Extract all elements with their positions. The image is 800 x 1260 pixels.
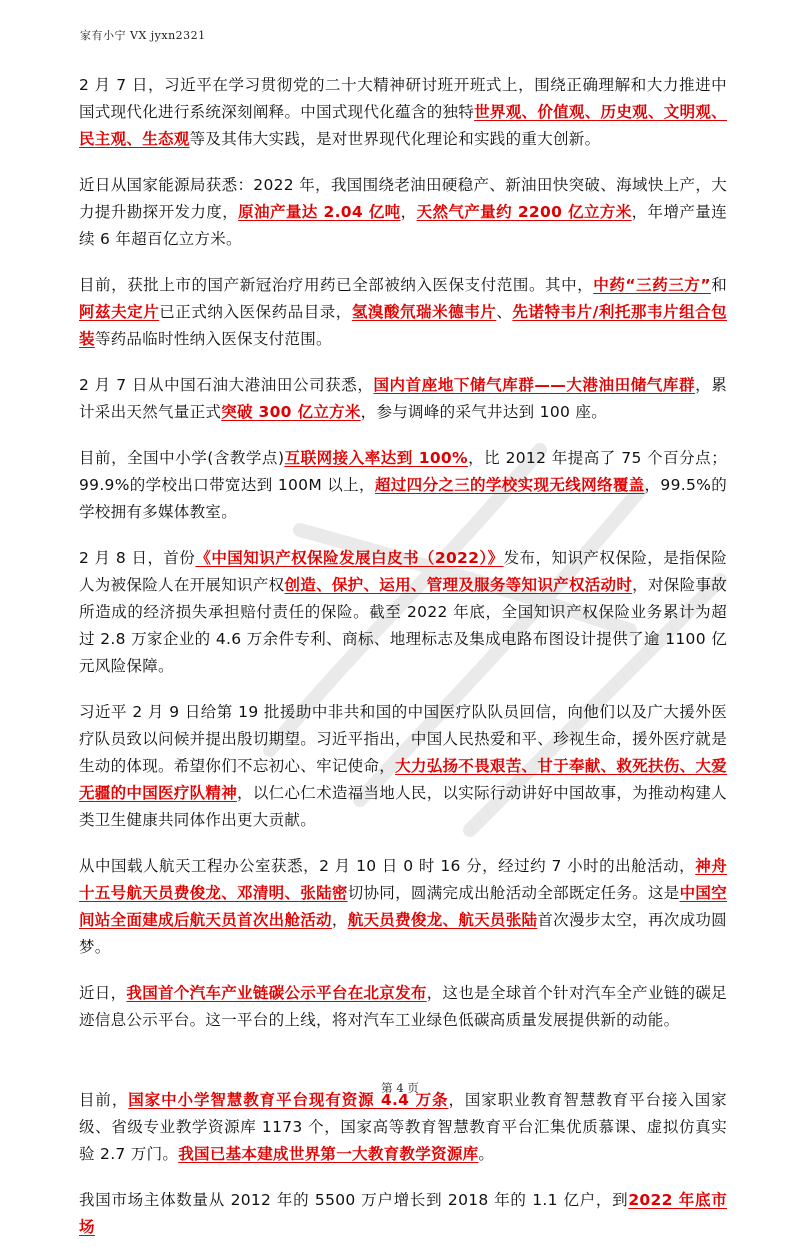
body-text: 。: [478, 1145, 495, 1163]
highlighted-text: 原油产量达 2.04 亿吨: [238, 203, 401, 221]
highlighted-text: 先诺特韦片/利托那韦片组合包装: [79, 303, 727, 348]
body-text: 目前，: [79, 1091, 129, 1109]
highlighted-text: 创造、保护、运用、管理及服务等知识产权活动时: [284, 576, 633, 594]
body-text: ，参与调峰的采气井达到 100 座。: [360, 403, 607, 421]
body-text: ，99.5%的学校拥有多媒体教室。: [79, 476, 728, 521]
paragraph-energy-output: [79, 172, 727, 253]
paragraph-spacewalk: [79, 853, 727, 961]
highlighted-text: 2022 年底市场: [79, 1191, 728, 1236]
highlighted-text: 氢溴酸氘瑞米德韦片: [351, 303, 497, 321]
paragraph-school-internet: [79, 445, 727, 526]
highlighted-text: 天然气产量约 2200 亿立方米: [416, 203, 632, 221]
paragraph-auto-carbon-platform: [79, 980, 727, 1034]
highlighted-text: 中药“三药三方”: [593, 276, 711, 294]
body-text: ，以仁心仁术造福当地人民，以实际行动讲好中国故事，为推动构建人类卫生健康共同体作出更大贡献。: [79, 784, 727, 829]
body-text: ，: [400, 203, 417, 221]
body-text: ，这也是全球首个针对汽车全产业链的碳足迹信息公示平台。这一平台的上线，将对汽车工业绿色低碳高质量发展提供新的动能。: [79, 984, 728, 1029]
body-text: ，对保险事故所造成的经济损失承担赔付责任的保险。截至 2022 年底，全国知识产权保险业务累计为超过 2.8 万家企业的 4.6 万余件专利、商标、地理标志及集成电路布图设计提供了逾 1100 亿元风险保障。: [79, 576, 727, 675]
body-text: 2 月 8 日，首份: [79, 549, 196, 567]
highlighted-text: 我国已基本建成世界第一大教育教学资源库: [178, 1145, 479, 1163]
paragraph-smart-education: [79, 1087, 727, 1168]
highlighted-text: 我国首个汽车产业链碳公示平台在北京发布: [126, 984, 427, 1002]
body-text: 首次漫步太空，再次成功圆梦。: [79, 911, 727, 956]
body-text: ，年增产量连续 6 年超百亿立方米。: [79, 203, 727, 248]
highlighted-text: 阿兹夫定片: [79, 303, 160, 321]
highlighted-text: 《中国知识产权保险发展白皮书（2022）》: [195, 549, 504, 567]
body-text: ，国家职业教育智慧教育平台接入国家级、省级专业教学资源库 1173 个，国家高等教育智慧教育平台汇集优质慕课、虚拟仿真实验 2.7 万门。: [79, 1091, 727, 1163]
paragraph-market-entities: [79, 1187, 727, 1241]
body-text: 已正式纳入医保药品目录，: [159, 303, 352, 321]
highlighted-text: 航天员费俊龙、航天员张陆: [347, 911, 538, 929]
highlighted-text: 中国空间站全面建成后航天员首次出舱活动: [79, 884, 728, 929]
paragraph-covid-drugs-insurance: [79, 272, 727, 353]
body-text: ，: [331, 911, 348, 929]
body-text: 我国市场主体数量从 2012 年的 5500 万户增长到 2018 年的 1.1 亿户，到: [79, 1191, 629, 1209]
body-text: 目前，全国中小学(含教学点): [79, 449, 285, 467]
body-text: 从中国载人航天工程办公室获悉，2 月 10 日 0 时 16 分，经过约 7 小时的出舱活动，: [79, 857, 696, 875]
page-number: 第 4 页: [381, 1081, 419, 1095]
body-text: 目前，获批上市的国产新冠治疗用药已全部被纳入医保支付范围。其中，: [79, 276, 594, 294]
body-text: 发布，知识产权保险，是指保险人为被保险人在开展知识产权: [79, 549, 727, 594]
body-text: 等及其伟大实践，是对世界现代化理论和实践的重大创新。: [189, 130, 601, 148]
highlighted-text: 大力弘扬不畏艰苦、甘于奉献、救死扶伤、大爱无疆的中国医疗队精神: [79, 757, 727, 802]
body-text: ，比 2012 年提高了 75 个百分点；99.9%的学校出口带宽达到 100M 以上，: [79, 449, 728, 494]
highlighted-text: 国家中小学智慧教育平台现有资源 4.4 万条: [128, 1091, 449, 1109]
body-text: ，累计采出天然气量正式: [79, 376, 727, 421]
body-text: 、: [496, 303, 513, 321]
highlighted-text: 超过四分之三的学校实现无线网络覆盖: [374, 476, 645, 494]
body-text: 和: [710, 276, 727, 294]
highlighted-text: 互联网接入率达到 100%: [284, 449, 468, 467]
page-header: 家有小宁 VX jyxn2321: [80, 29, 206, 42]
highlighted-text: 突破 300 亿立方米: [221, 403, 361, 421]
highlighted-text: 世界观、价值观、历史观、文明观、民主观、生态观: [79, 103, 727, 148]
paragraph-medical-team: [79, 699, 727, 834]
paragraph-xi-modernization: [79, 72, 727, 153]
paragraph-ip-insurance: [79, 545, 727, 680]
highlighted-text: 神舟十五号航天员费俊龙、邓清明、张陆密: [79, 857, 727, 902]
body-text: 2 月 7 日从中国石油大港油田公司获悉，: [79, 376, 374, 394]
body-text: 习近平 2 月 9 日给第 19 批援助中非共和国的中国医疗队队员回信，向他们以及广大援外医疗队员致以问候并提出殷切期望。习近平指出，中国人民热爱和平、珍视生命，援外医疗就是生动的体现。希望你们不忘初心、牢记使命，: [79, 703, 727, 775]
body-text: 2 月 7 日，习近平在学习贯彻党的二十大精神研讨班开班式上，围绕正确理解和大力推进中国式现代化进行系统深刻阐释。中国式现代化蕴含的独特: [79, 76, 727, 121]
body-text: 近日从国家能源局获悉：2022 年，我国围绕老油田硬稳产、新油田快突破、海域快上产，大力提升勘探开发力度，: [79, 176, 727, 221]
body-text: 近日，: [79, 984, 127, 1002]
paragraph-gas-storage: [79, 372, 727, 426]
body-text: 切协同，圆满完成出舱活动全部既定任务。这是: [347, 884, 680, 902]
body-text: 等药品临时性纳入医保支付范围。: [94, 330, 332, 348]
highlighted-text: 国内首座地下储气库群——大港油田储气库群: [373, 376, 696, 394]
